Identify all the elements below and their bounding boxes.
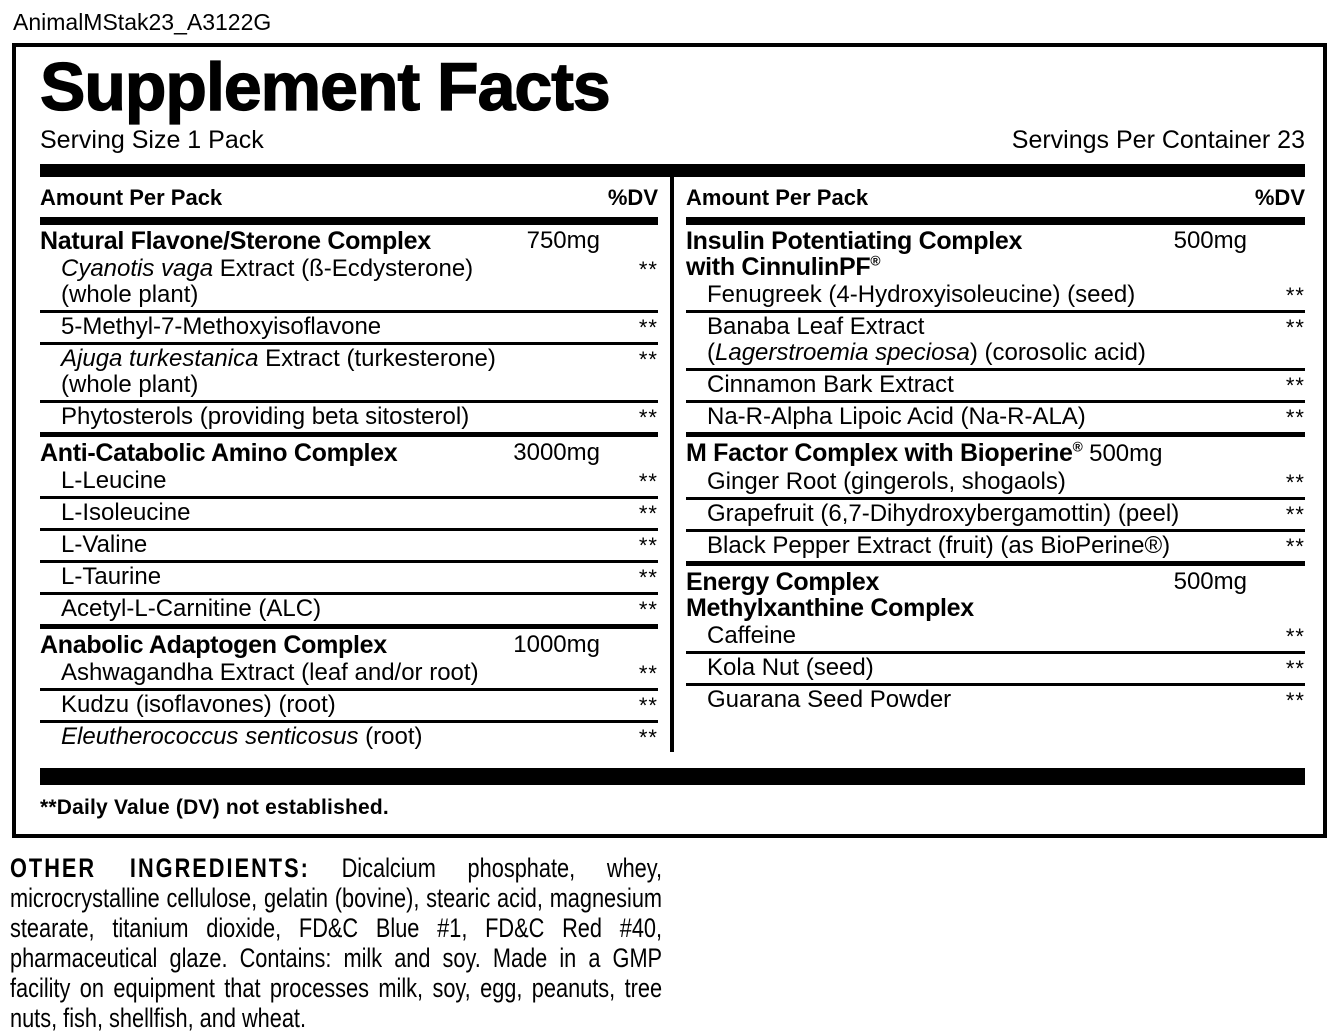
ingredient-row [686, 313, 1305, 371]
serving-row [40, 126, 1305, 155]
ingredient-name-line [61, 660, 606, 686]
ingredient-name-line [61, 314, 606, 340]
section-name-line [686, 440, 1305, 467]
section-name-line [40, 228, 508, 254]
ingredient-name-line [707, 469, 1253, 495]
section-amount: 500mg [1173, 227, 1247, 255]
dv-asterisks: ** [638, 565, 658, 591]
text-segment: Extract (turkesterone) [258, 345, 496, 373]
dv-asterisks: ** [638, 661, 658, 687]
ingredient-name-line [707, 501, 1253, 527]
ingredient-name-line [707, 655, 1253, 681]
dv-asterisks: ** [638, 347, 658, 373]
amount-per-pack-header: Amount Per Pack [40, 185, 223, 211]
ingredient-name [40, 256, 606, 308]
ingredient-row [686, 281, 1305, 313]
section-header [40, 437, 658, 467]
ingredient-name [686, 469, 1253, 495]
ingredient-name-line [61, 724, 606, 750]
section-header [40, 225, 658, 255]
text-segment: Acetyl-L-Carnitine (ALC) [61, 595, 322, 623]
ingredient-name [686, 623, 1253, 649]
section-name [686, 569, 1155, 621]
dv-asterisks: ** [1285, 315, 1305, 341]
text-segment: (whole plant) [61, 371, 199, 399]
ingredient-name [40, 660, 606, 686]
section-amount: 1000mg [513, 631, 600, 659]
text-segment: Kola Nut (seed) [707, 654, 874, 682]
text-segment: Na-R-Alpha Lipoic Acid (Na-R-ALA) [707, 403, 1086, 431]
ingredient-row [40, 595, 658, 624]
ingredient-name [40, 596, 606, 622]
section-name [686, 440, 1305, 467]
ingredient-row [40, 723, 658, 752]
text-segment: Anti-Catabolic Amino Complex [40, 439, 398, 468]
section-name-line [40, 440, 508, 466]
section-name-line [40, 632, 508, 658]
text-segment: Black Pepper Extract (fruit) (as BioPerine®) [707, 532, 1171, 560]
ingredient-name-line [61, 404, 606, 430]
dv-asterisks: ** [1285, 534, 1305, 560]
ingredient-name-line [707, 687, 1253, 713]
section-header [686, 566, 1305, 622]
column-divider [670, 177, 674, 752]
ingredient-row [686, 532, 1305, 561]
ingredient-row [40, 499, 658, 531]
text-segment: L-Taurine [61, 563, 162, 591]
text-segment: Banaba Leaf Extract [707, 313, 925, 341]
text-segment: Insulin Potentiating Complex [686, 227, 1023, 256]
ingredient-row [40, 255, 658, 313]
ingredient-name [686, 687, 1253, 713]
text-segment: Cyanotis vaga [61, 255, 214, 283]
text-segment: Anabolic Adaptogen Complex [40, 631, 387, 660]
separator-bar-bottom [40, 768, 1305, 785]
section-header [686, 437, 1305, 468]
text-segment: L-Valine [61, 531, 148, 559]
ingredient-name-line [61, 692, 606, 718]
text-segment: Fenugreek (4-Hydroxyisoleucine) (seed) [707, 281, 1136, 309]
other-ingredients-heading: OTHER INGREDIENTS: [10, 853, 310, 884]
ingredient-row [40, 313, 658, 345]
text-segment: ® [870, 254, 881, 270]
dv-asterisks: ** [1285, 405, 1305, 431]
text-segment: (root) [358, 723, 423, 751]
text-segment: Ginger Root (gingerols, shogaols) [707, 468, 1066, 496]
amount-per-pack-header: Amount Per Pack [686, 185, 869, 211]
ingredient-row [40, 691, 658, 723]
text-segment: Phytosterols (providing beta sitosterol) [61, 403, 470, 431]
ingredient-name [40, 564, 606, 590]
ingredient-row [40, 467, 658, 499]
dv-asterisks: ** [638, 725, 658, 751]
text-segment: L-Leucine [61, 467, 167, 495]
ingredient-name [40, 346, 606, 398]
page [0, 9, 1339, 1033]
dv-asterisks: ** [1285, 502, 1305, 528]
section-name [40, 228, 508, 254]
text-segment: with CinnulinPF [686, 253, 871, 282]
ingredient-name-line [61, 500, 606, 526]
text-segment: M Factor Complex with Bioperine [686, 439, 1073, 468]
ingredient-row [686, 403, 1305, 432]
text-segment: Lagerstroemia speciosa [715, 339, 970, 367]
dv-asterisks: ** [638, 533, 658, 559]
ingredient-name [686, 282, 1253, 308]
text-segment: Guarana Seed Powder [707, 686, 952, 714]
section-name [40, 632, 508, 658]
ingredient-row [40, 659, 658, 691]
dv-asterisks: ** [638, 501, 658, 527]
column-header-row [686, 177, 1305, 217]
servings-per-container: Servings Per Container 23 [1011, 126, 1305, 155]
text-segment: ( [707, 339, 715, 367]
ingredient-name [40, 314, 606, 340]
dv-asterisks: ** [638, 257, 658, 283]
ingredient-name-line [707, 533, 1253, 559]
ingredient-name [40, 692, 606, 718]
panel-title: Supplement Facts [40, 49, 610, 125]
text-segment: Methylxanthine Complex [686, 594, 974, 623]
ingredient-name [40, 724, 606, 750]
ingredient-name [40, 500, 606, 526]
section-name-line [686, 595, 1155, 621]
dv-asterisks: ** [1285, 283, 1305, 309]
facts-columns [40, 177, 1305, 759]
section-amount: 500mg [1082, 440, 1163, 468]
complex-section [40, 225, 658, 432]
dv-asterisks: ** [1285, 373, 1305, 399]
text-segment: ) (corosolic acid) [969, 339, 1146, 367]
text-segment: (whole plant) [61, 281, 199, 309]
complex-section [40, 624, 658, 752]
section-name-line [686, 254, 1155, 280]
text-segment: Extract (ß-Ecdysterone) [213, 255, 474, 283]
ingredient-name-line [61, 564, 606, 590]
complex-section [686, 432, 1305, 561]
dv-asterisks: ** [638, 597, 658, 623]
complex-section [686, 561, 1305, 715]
ingredient-row [686, 622, 1305, 654]
column-header-bar [40, 217, 658, 225]
column-header-row [40, 177, 658, 217]
ingredient-name-line [707, 340, 1253, 366]
text-segment: Natural Flavone/Sterone Complex [40, 227, 431, 256]
ingredient-row [40, 345, 658, 403]
dv-asterisks: ** [638, 315, 658, 341]
ingredient-name [40, 532, 606, 558]
section-name [686, 228, 1155, 280]
text-segment: Energy Complex [686, 568, 880, 597]
ingredient-name-line [61, 596, 606, 622]
section-header [40, 629, 658, 659]
serving-size: Serving Size 1 Pack [40, 126, 264, 155]
section-name-line [686, 569, 1155, 595]
ingredient-name-line [61, 282, 606, 308]
section-amount: 3000mg [513, 439, 600, 467]
section-header [686, 225, 1305, 281]
dv-asterisks: ** [1285, 656, 1305, 682]
ingredient-row [686, 686, 1305, 715]
dv-asterisks: ** [1285, 624, 1305, 650]
ingredient-name-line [707, 623, 1253, 649]
separator-bar-top [40, 164, 1305, 177]
ingredient-name [686, 501, 1253, 527]
text-segment: Ashwagandha Extract (leaf and/or root) [61, 659, 479, 687]
ingredient-name-line [707, 404, 1253, 430]
ingredient-name [686, 372, 1253, 398]
column-header-bar [686, 217, 1305, 225]
dv-header: %DV [607, 185, 658, 211]
other-ingredients-text: Dicalcium phosphate, whey, microcrystalline cellulose, gelatin (bovine), stearic acid, magnesium stearate, titanium dioxide, FD&C Blue #1, FD&C Red #40, pharmaceutical glaze. Contains: milk and soy. Made in a GMP facility on equipment that processes milk, soy, egg, peanuts, tree nuts, fish, shellfish, and wheat. [10, 853, 663, 1033]
ingredient-row [686, 468, 1305, 500]
ingredient-name-line [61, 468, 606, 494]
facts-column [40, 177, 658, 752]
dv-asterisks: ** [638, 405, 658, 431]
text-segment: Kudzu (isoflavones) (root) [61, 691, 336, 719]
section-amount: 500mg [1173, 568, 1247, 596]
ingredient-name-line [61, 532, 606, 558]
dv-asterisks: ** [1285, 470, 1305, 496]
dv-asterisks: ** [638, 469, 658, 495]
facts-column [686, 177, 1305, 752]
ingredient-row [686, 500, 1305, 532]
ingredient-row [686, 371, 1305, 403]
ingredient-name-line [707, 282, 1253, 308]
ingredient-name [40, 468, 606, 494]
text-segment: Caffeine [707, 622, 796, 650]
text-segment: Cinnamon Bark Extract [707, 371, 954, 399]
text-segment: ® [1072, 440, 1083, 456]
ingredient-name [40, 404, 606, 430]
supplement-facts-panel [12, 43, 1327, 838]
dv-asterisks: ** [638, 693, 658, 719]
section-name [40, 440, 508, 466]
ingredient-name-line [707, 314, 1253, 340]
ingredient-row [686, 654, 1305, 686]
other-ingredients-section [10, 853, 662, 1033]
text-segment: L-Isoleucine [61, 499, 191, 527]
text-segment: Grapefruit (6,7-Dihydroxybergamottin) (peel) [707, 500, 1180, 528]
ingredient-row [40, 403, 658, 432]
text-segment: 5-Methyl-7-Methoxyisoflavone [61, 313, 382, 341]
ingredient-name [686, 533, 1253, 559]
file-label: AnimalMStak23_A3122G [13, 9, 272, 35]
ingredient-name-line [61, 372, 606, 398]
ingredient-row [40, 531, 658, 563]
ingredient-name-line [61, 346, 606, 372]
complex-section [686, 225, 1305, 432]
dv-header: %DV [1254, 185, 1305, 211]
text-segment: Ajuga turkestanica [61, 345, 259, 373]
other-ingredients-paragraph [10, 853, 662, 1033]
dv-footnote: **Daily Value (DV) not established. [40, 796, 389, 820]
text-segment: Eleutherococcus senticosus [61, 723, 359, 751]
complex-section [40, 432, 658, 624]
ingredient-name-line [707, 372, 1253, 398]
ingredient-name [686, 314, 1253, 366]
ingredient-row [40, 563, 658, 595]
dv-asterisks: ** [1285, 688, 1305, 714]
section-name-line [686, 228, 1155, 254]
ingredient-name-line [61, 256, 606, 282]
ingredient-name [686, 404, 1253, 430]
ingredient-name [686, 655, 1253, 681]
section-amount: 750mg [526, 227, 600, 255]
